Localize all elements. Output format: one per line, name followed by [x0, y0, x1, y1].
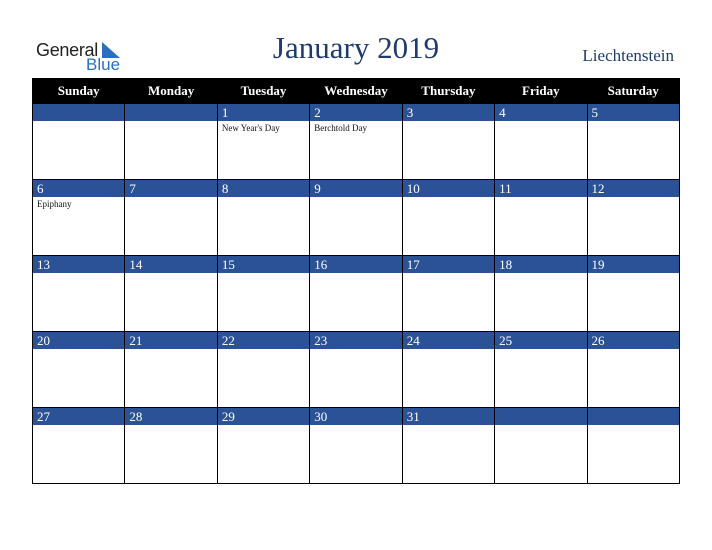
day-cell [217, 332, 309, 408]
day-cell [125, 332, 217, 408]
calendar-grid [32, 78, 680, 484]
day-number: 6 [33, 180, 124, 197]
country-label: Liechtenstein [582, 46, 674, 65]
day-cell [402, 180, 494, 256]
day-cell [402, 332, 494, 408]
holiday-label: New Year's Day [221, 123, 280, 133]
weekday-saturday: Saturday [587, 79, 679, 104]
day-number: 26 [588, 332, 679, 349]
day-number [33, 104, 124, 121]
week-row [33, 332, 680, 408]
day-number: 19 [588, 256, 679, 273]
weekday-friday: Friday [495, 79, 587, 104]
day-cell [125, 180, 217, 256]
week-row [33, 104, 680, 180]
day-number: 23 [310, 332, 401, 349]
day-cell [587, 104, 679, 180]
day-number: 12 [588, 180, 679, 197]
day-number [125, 104, 216, 121]
day-number: 4 [495, 104, 586, 121]
day-cell [495, 180, 587, 256]
day-cell [33, 332, 125, 408]
day-cell [587, 408, 679, 484]
day-cell [495, 332, 587, 408]
day-cell [125, 256, 217, 332]
day-number: 29 [218, 408, 309, 425]
weekday-sunday: Sunday [33, 79, 125, 104]
page-title: January 2019 [272, 30, 440, 65]
holiday-label: Berchtold Day [314, 123, 367, 133]
day-number: 30 [310, 408, 401, 425]
day-number: 7 [125, 180, 216, 197]
weekday-wednesday: Wednesday [310, 79, 402, 104]
weekday-header-row [33, 79, 680, 104]
day-number: 10 [403, 180, 494, 197]
day-number: 17 [403, 256, 494, 273]
day-number: 20 [33, 332, 124, 349]
day-number: 5 [588, 104, 679, 121]
week-row [33, 180, 680, 256]
day-cell [125, 408, 217, 484]
day-number: 18 [495, 256, 586, 273]
day-cell [495, 408, 587, 484]
day-number: 13 [33, 256, 124, 273]
day-number: 11 [495, 180, 586, 197]
day-number: 22 [218, 332, 309, 349]
day-cell [587, 256, 679, 332]
day-number: 24 [403, 332, 494, 349]
day-cell [402, 104, 494, 180]
logo-word-blue: Blue [86, 55, 121, 74]
day-number: 16 [310, 256, 401, 273]
week-row [33, 408, 680, 484]
day-number [588, 408, 679, 425]
day-number: 8 [218, 180, 309, 197]
day-number: 31 [403, 408, 494, 425]
day-cell [310, 256, 402, 332]
holiday-label: Epiphany [37, 199, 72, 209]
day-cell [125, 104, 217, 180]
day-number [495, 408, 586, 425]
day-cell [33, 256, 125, 332]
day-cell [402, 256, 494, 332]
day-number: 9 [310, 180, 401, 197]
day-number: 25 [495, 332, 586, 349]
weekday-thursday: Thursday [402, 79, 494, 104]
day-number: 21 [125, 332, 216, 349]
day-cell [310, 332, 402, 408]
day-cell [495, 104, 587, 180]
day-number: 28 [125, 408, 216, 425]
day-number: 27 [33, 408, 124, 425]
day-cell [495, 256, 587, 332]
day-cell [217, 180, 309, 256]
day-number: 3 [403, 104, 494, 121]
week-row [33, 256, 680, 332]
logo-word-general: General [36, 40, 98, 60]
day-cell [217, 104, 309, 180]
day-number: 1 [218, 104, 309, 121]
day-cell [33, 408, 125, 484]
day-number: 2 [310, 104, 401, 121]
weekday-monday: Monday [125, 79, 217, 104]
day-cell [310, 180, 402, 256]
day-cell [402, 408, 494, 484]
day-number: 15 [218, 256, 309, 273]
day-cell [217, 256, 309, 332]
day-cell [33, 104, 125, 180]
day-cell [310, 104, 402, 180]
day-number: 14 [125, 256, 216, 273]
day-cell [310, 408, 402, 484]
day-cell [217, 408, 309, 484]
day-cell [587, 180, 679, 256]
day-cell [33, 180, 125, 256]
weekday-tuesday: Tuesday [217, 79, 309, 104]
day-cell [587, 332, 679, 408]
